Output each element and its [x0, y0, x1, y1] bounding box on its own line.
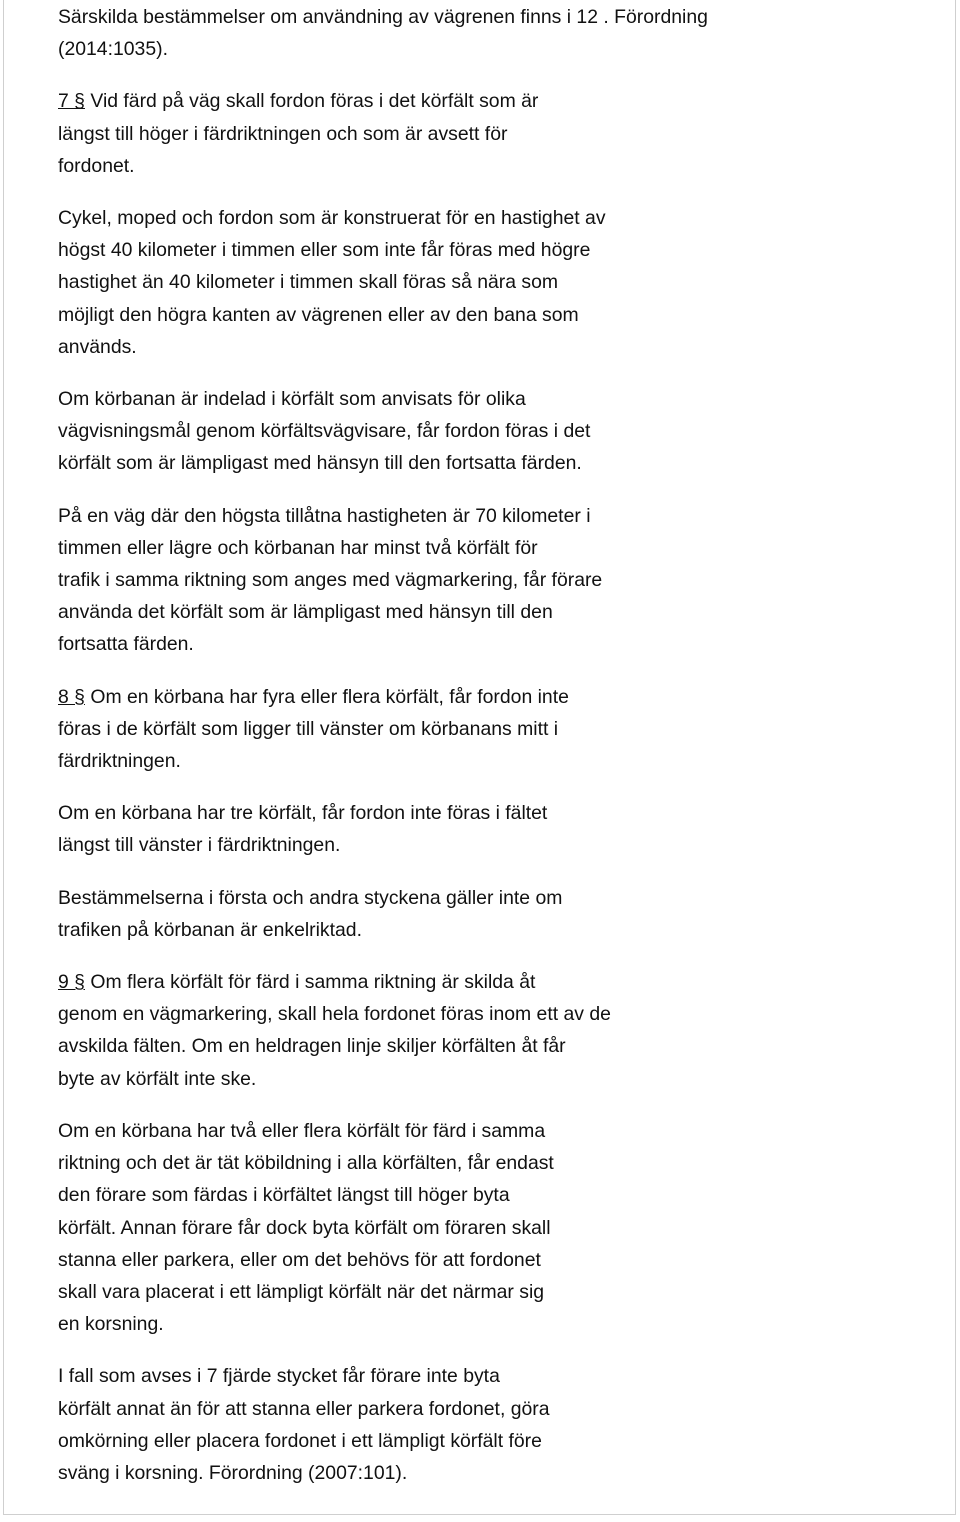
paragraph: [58, 681, 698, 778]
section-text: Om en körbana har fyra eller flera körfält, får fordon inte: [84, 685, 569, 708]
paragraph: [58, 882, 698, 946]
text-line: skall vara placerat i ett lämpligt körfält när det närmar sig: [58, 1280, 545, 1303]
text-line: körfält annat än för att stanna eller parkera fordonet, göra: [58, 1397, 550, 1420]
text-line: stanna eller parkera, eller om det behövs för att fordonet: [58, 1248, 541, 1271]
text-line: möjligt den högra kanten av vägrenen eller av den bana som: [58, 303, 579, 326]
section-text: Vid färd på väg skall fordon föras i det körfält som är: [84, 90, 539, 113]
text-line: omkörning eller placera fordonet i ett lämpligt körfält före: [58, 1429, 542, 1452]
paragraph: [58, 1115, 698, 1340]
text-line: en korsning.: [58, 1313, 164, 1336]
paragraph: [58, 1360, 698, 1489]
section-text: Om flera körfält för färd i samma riktning är skilda åt: [84, 971, 536, 994]
text-line: (2014:1035).: [58, 38, 168, 61]
text-line: Cykel, moped och fordon som är konstruerat för en hastighet av: [58, 207, 606, 230]
paragraph: [58, 383, 698, 480]
text-line: använda det körfält som är lämpligast med hänsyn till den: [58, 601, 553, 624]
text-line: längst till vänster i färdriktningen.: [58, 834, 341, 857]
text-line: färdriktningen.: [58, 750, 181, 773]
section-link[interactable]: 8 §: [58, 685, 85, 708]
paragraph: [58, 966, 698, 1095]
text-line: [58, 966, 698, 998]
text-line: Särskilda bestämmelser om användning av vägrenen finns i 12 . Förordning: [58, 6, 708, 28]
text-line: Om en körbana har tre körfält, får fordon inte föras i fältet: [58, 802, 548, 825]
text-line: sväng i korsning. Förordning (2007:101).: [58, 1461, 408, 1484]
section-link[interactable]: 7 §: [58, 90, 85, 113]
paragraph: [58, 85, 698, 182]
text-line: föras i de körfält som ligger till vänster om körbanans mitt i: [58, 717, 559, 740]
paragraph: [58, 500, 698, 661]
text-line: timmen eller lägre och körbanan har minst två körfält för: [58, 536, 538, 559]
text-line: byte av körfält inte ske.: [58, 1067, 257, 1090]
text-line: vägvisningsmål genom körfältsvägvisare, får fordon föras i det: [58, 420, 591, 443]
text-line: Om körbanan är indelad i körfält som anvisats för olika: [58, 388, 526, 411]
text-line: fortsatta färden.: [58, 633, 194, 656]
text-line: Bestämmelserna i första och andra styckena gäller inte om: [58, 886, 563, 909]
text-line: [58, 681, 698, 713]
paragraph: [58, 1, 708, 65]
section-link[interactable]: 9 §: [58, 971, 85, 994]
text-line: avskilda fälten. Om en heldragen linje skiljer körfälten åt får: [58, 1035, 566, 1058]
text-line: högst 40 kilometer i timmen eller som inte får föras med högre: [58, 239, 591, 262]
text-line: fordonet.: [58, 154, 135, 177]
text-line: På en väg där den högsta tillåtna hastigheten är 70 kilometer i: [58, 504, 591, 527]
paragraph: [58, 797, 698, 861]
text-line: genom en vägmarkering, skall hela fordonet föras inom ett av de: [58, 1003, 611, 1026]
document-body: [58, 1, 708, 1509]
text-line: trafik i samma riktning som anges med vägmarkering, får förare: [58, 569, 603, 592]
text-line: används.: [58, 335, 137, 358]
text-line: riktning och det är tät köbildning i alla körfälten, får endast: [58, 1152, 554, 1175]
text-line: hastighet än 40 kilometer i timmen skall föras så nära som: [58, 271, 559, 294]
text-line: körfält. Annan förare får dock byta körfält om föraren skall: [58, 1216, 551, 1239]
text-line: I fall som avses i 7 fjärde stycket får förare inte byta: [58, 1365, 500, 1388]
text-line: den förare som färdas i körfältet längst till höger byta: [58, 1184, 510, 1207]
text-line: längst till höger i färdriktningen och som är avsett för: [58, 122, 508, 145]
text-line: körfält som är lämpligast med hänsyn till den fortsatta färden.: [58, 452, 582, 475]
text-line: trafiken på körbanan är enkelriktad.: [58, 918, 362, 941]
text-line: [58, 85, 698, 117]
paragraph: [58, 202, 698, 363]
text-line: Om en körbana har två eller flera körfält för färd i samma: [58, 1119, 546, 1142]
